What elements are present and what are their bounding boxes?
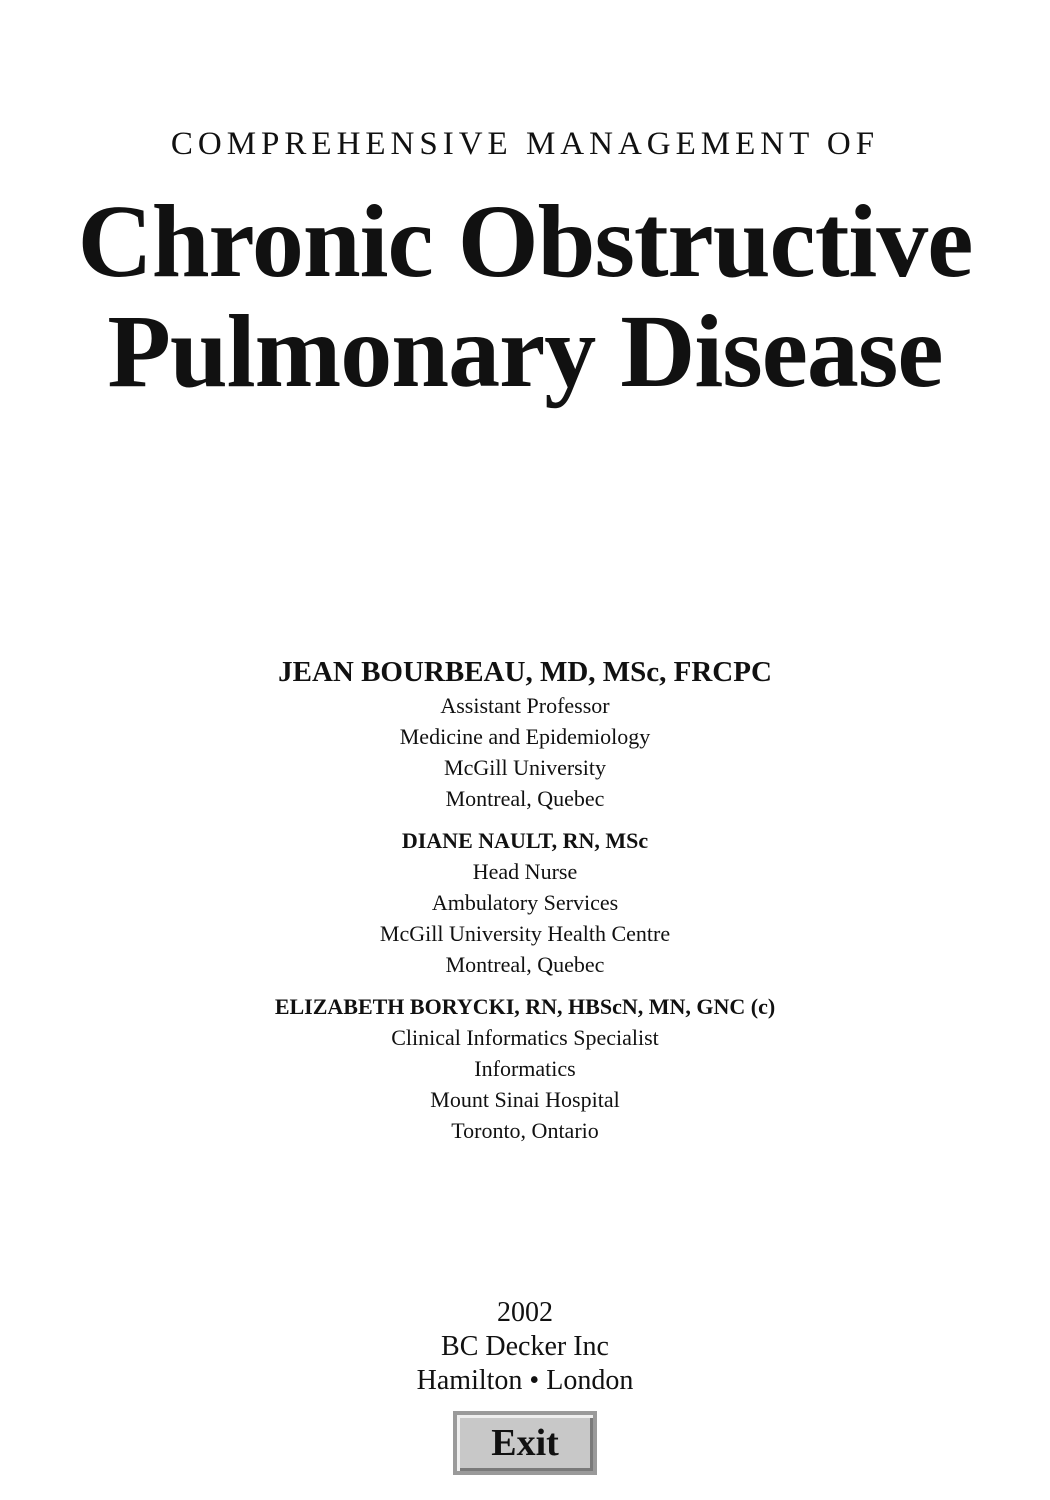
publisher-cities: Hamilton • London xyxy=(416,1365,634,1396)
affiliation-line: Medicine and Epidemiology xyxy=(399,724,651,749)
book-title-line-1: Chronic Obstructive xyxy=(77,184,973,299)
affiliation-line: Assistant Professor xyxy=(440,693,610,718)
affiliation-line: Mount Sinai Hospital xyxy=(430,1087,620,1112)
publication-year: 2002 xyxy=(497,1297,553,1328)
affiliation-line: Clinical Informatics Specialist xyxy=(391,1025,659,1050)
affiliation-line: Informatics xyxy=(474,1056,576,1081)
exit-button[interactable]: Exit xyxy=(453,1411,597,1475)
author-list xyxy=(0,654,1050,1158)
author-block xyxy=(0,654,1050,814)
book-supertitle: COMPREHENSIVE MANAGEMENT OF xyxy=(170,126,880,162)
author-block xyxy=(0,992,1050,1146)
affiliation-line: Head Nurse xyxy=(472,859,578,884)
affiliation-line: Montreal, Quebec xyxy=(445,952,605,977)
affiliation-line: McGill University xyxy=(444,755,606,780)
affiliation-line: Ambulatory Services xyxy=(431,890,619,915)
author-name: JEAN BOURBEAU, MD, MSc, FRCPC xyxy=(278,656,772,688)
affiliation-line: McGill University Health Centre xyxy=(379,921,671,946)
affiliation-line: Toronto, Ontario xyxy=(451,1118,599,1143)
author-name: ELIZABETH BORYCKI, RN, HBScN, MN, GNC (c) xyxy=(274,994,776,1019)
author-block xyxy=(0,826,1050,980)
publisher-block xyxy=(0,1296,1050,1398)
affiliation-line: Montreal, Quebec xyxy=(445,786,605,811)
publisher-name: BC Decker Inc xyxy=(441,1331,609,1362)
book-title-line-2: Pulmonary Disease xyxy=(107,294,943,409)
author-name: DIANE NAULT, RN, MSc xyxy=(401,828,649,853)
